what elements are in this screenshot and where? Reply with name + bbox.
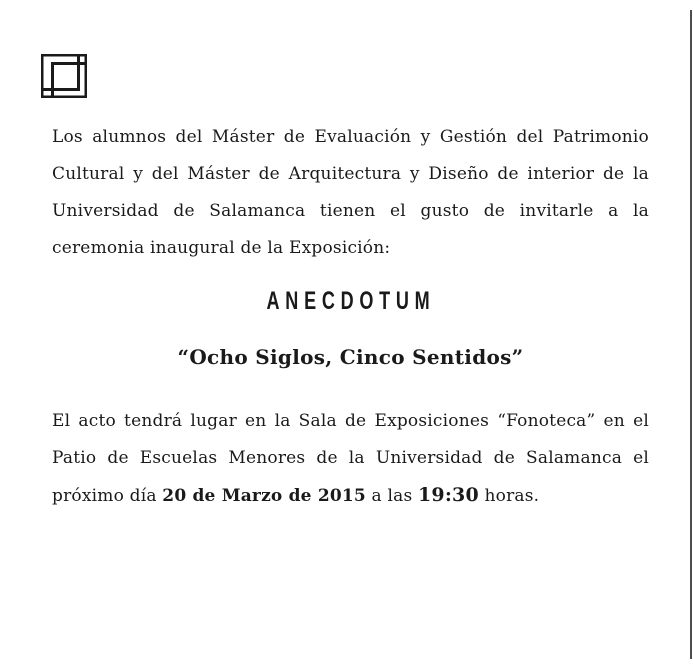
exhibition-title bbox=[52, 288, 649, 314]
event-time: 19:30 bbox=[417, 484, 479, 506]
exhibition-subtitle: “Ocho Siglos, Cinco Sentidos” bbox=[177, 345, 524, 369]
paragraph-2-text: horas. bbox=[478, 486, 540, 506]
invitation-paragraph-1: Los alumnos del Máster de Evaluación y Gestión del Patrimonio Cultural y del Máster de Arquitectura y Diseño de interior de la Universidad de Salamanca tienen el gusto de invitarle a la ceremonia inaugural de la Exposición: bbox=[52, 127, 649, 258]
paragraph-2-text: a las bbox=[365, 486, 418, 506]
event-date: 20 de Marzo de 2015 bbox=[162, 486, 366, 506]
exhibition-title-text: ANECDOTUM bbox=[266, 286, 435, 315]
paragraph-2-text: El acto tendrá lugar en la Sala de Exposiciones “Fonoteca” en el Patio de Escuelas Menores de la Universidad de Salamanca el próximo día bbox=[52, 411, 649, 506]
invitation-paragraph-2 bbox=[52, 403, 649, 515]
